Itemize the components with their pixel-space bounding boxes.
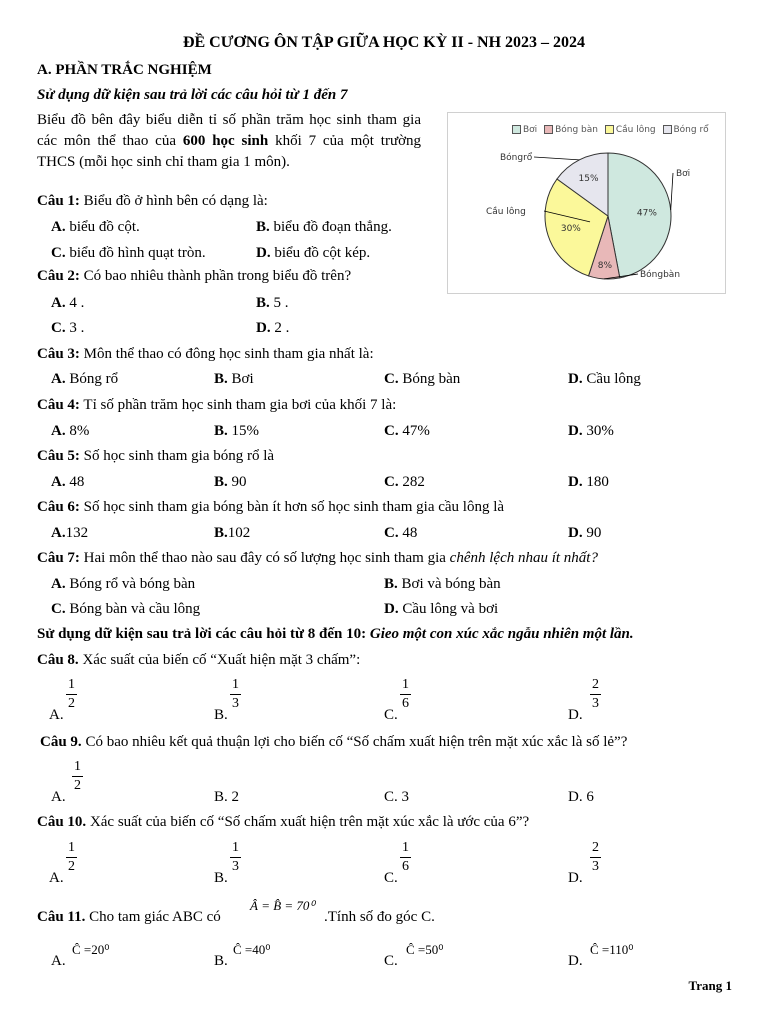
option-letter: D. (568, 474, 583, 490)
denominator: 2 (74, 778, 81, 793)
option-letter: D. (256, 245, 271, 261)
denominator: 2 (68, 859, 75, 874)
option-letter: C. (51, 601, 66, 617)
q-label: Câu 11. (37, 909, 86, 925)
option-letter[interactable]: B. (214, 707, 228, 723)
numerator: 1 (230, 678, 241, 695)
q-text: Tỉ số phần trăm học sinh tham gia bơi của khối 7 là: (79, 397, 397, 413)
option[interactable] (256, 295, 289, 312)
option-text: biểu đồ cột kép. (270, 245, 371, 261)
callout-label: Bóngrổ (500, 153, 533, 163)
option[interactable] (384, 371, 460, 388)
pie-value-label: 8% (597, 261, 613, 272)
option-letter: A. (51, 474, 66, 490)
denominator: 3 (592, 859, 599, 874)
option-text: 8% (65, 423, 90, 439)
option[interactable] (51, 576, 195, 593)
option[interactable] (214, 789, 239, 806)
q-text: Môn thể thao có đông học sinh tham gia nhất là: (79, 346, 374, 362)
q-text: Có bao nhiêu kết quả thuận lợi cho biến cố “Số chấm xuất hiện trên mặt xúc xắc là số lẻ”? (81, 734, 628, 750)
option-text: biểu đồ hình quạt tròn. (65, 245, 206, 261)
option-letter: B. (256, 295, 270, 311)
page-title: ĐỀ CƯƠNG ÔN TẬP GIỮA HỌC KỲ II - NH 2023 – 2024 (182, 34, 586, 51)
option[interactable] (51, 423, 89, 440)
section-heading: A. PHẦN TRẮC NGHIỆM (37, 62, 212, 78)
option[interactable] (214, 474, 247, 491)
q-text-italic: chênh lệch nhau ít nhất? (449, 550, 598, 566)
option[interactable] (214, 371, 254, 388)
pie-svg (448, 113, 725, 293)
option-text: 5 . (269, 295, 289, 311)
instruction-2-bold: Sử dụng dữ kiện sau trả lời các câu hỏi từ 8 đến 10: (37, 626, 367, 642)
option-letter[interactable]: B. (214, 953, 228, 969)
pie-value-label: 15% (578, 173, 599, 184)
q-label: Câu 9. (40, 734, 82, 750)
q-label: Câu 5: (37, 448, 80, 464)
option[interactable] (256, 245, 370, 262)
q-label: Câu 1: (37, 193, 80, 209)
option-letter[interactable]: C. (384, 953, 398, 969)
callout-label: Bóngbàn (640, 270, 681, 280)
option-letter[interactable]: D. (568, 870, 583, 886)
option-letter: B. (256, 219, 270, 235)
option-text: Bơi và bóng bàn (397, 576, 501, 592)
q-text: Biểu đồ ở hình bên có dạng là: (79, 193, 268, 209)
question-6 (37, 499, 504, 516)
option[interactable] (51, 295, 84, 312)
fraction (590, 678, 601, 711)
intro-text: Biểu đồ bên đây biểu diễn tỉ số phần trăm học sinh tham gia các môn thể thao của (37, 112, 421, 149)
option-text: 3 (397, 789, 410, 805)
option-letter: D. (384, 601, 399, 617)
option[interactable] (214, 423, 259, 440)
legend-label: Bóng rổ (673, 125, 709, 135)
legend-label: Bơi (523, 125, 538, 135)
option-text: Cầu lông và bơi (398, 601, 499, 617)
legend-label: Cầu lông (615, 125, 656, 135)
option-letter: A. (51, 423, 66, 439)
option-letter[interactable]: C. (384, 707, 398, 723)
fraction (72, 760, 83, 793)
option-letter: D. (568, 789, 583, 805)
q-label: Câu 10. (37, 814, 87, 830)
option-letter[interactable]: A. (49, 870, 64, 886)
option[interactable] (568, 474, 609, 491)
pie-chart (447, 112, 726, 294)
option-text: biểu đồ đoạn thẳng. (269, 219, 392, 235)
question-2 (37, 268, 351, 285)
option-letter[interactable]: A. (51, 953, 66, 969)
option[interactable] (51, 219, 140, 236)
legend-label: Bóng bàn (555, 125, 598, 135)
option[interactable] (568, 371, 641, 388)
q-text: Số học sinh tham gia bóng rổ là (79, 448, 275, 464)
option[interactable] (384, 576, 501, 593)
denominator: 3 (592, 696, 599, 711)
option-text: 47% (398, 423, 430, 439)
option-text: Bóng bàn và cầu lông (65, 601, 201, 617)
option-text: 3 . (65, 320, 85, 336)
callout-line (534, 157, 579, 160)
option-text: Bóng rổ và bóng bàn (65, 576, 196, 592)
option-text: Bóng bàn (398, 371, 461, 387)
option-text: 2 (227, 789, 240, 805)
option-letter: C. (384, 525, 399, 541)
option-letter: D. (256, 320, 271, 336)
q-text: Hai môn thể thao nào sau đây có số lượng học sinh tham gia (79, 550, 450, 566)
option-letter: A. (51, 219, 66, 235)
option-letter: D. (568, 423, 583, 439)
option-letter: A. (51, 295, 66, 311)
option-letter: C. (384, 789, 398, 805)
option-letter: D. (568, 525, 583, 541)
q-label: Câu 7: (37, 550, 80, 566)
option[interactable] (384, 601, 498, 618)
callout-label: Bơi (676, 169, 691, 179)
option-text: 90 (582, 525, 602, 541)
option-letter: B. (214, 474, 228, 490)
denominator: 3 (232, 859, 239, 874)
option-letter: D. (568, 371, 583, 387)
option-letter: B. (384, 576, 398, 592)
question-11 (37, 909, 221, 926)
q-text: Xác suất của biến cố “Xuất hiện mặt 3 chấm”: (78, 652, 361, 668)
option[interactable] (214, 525, 250, 542)
option-letter: C. (51, 320, 66, 336)
option[interactable] (384, 423, 430, 440)
fraction (400, 841, 411, 874)
q-label: Câu 6: (37, 499, 80, 515)
numerator: 2 (590, 678, 601, 695)
q-label: Câu 8. (37, 652, 79, 668)
option-text: Bơi (227, 371, 254, 387)
option-letter[interactable]: C. (384, 870, 398, 886)
angle-answer: Ĉ =110⁰ (590, 942, 634, 957)
option[interactable] (384, 789, 409, 806)
option[interactable] (256, 320, 289, 337)
option-text: 180 (582, 474, 609, 490)
callout-line (671, 173, 673, 210)
option-letter[interactable]: D. (568, 953, 583, 969)
option-text: 6 (582, 789, 594, 805)
pie-value-label: 47% (636, 208, 657, 219)
numerator: 2 (590, 841, 601, 858)
option[interactable] (568, 525, 601, 542)
q-text: Cho tam giác ABC có (85, 909, 221, 925)
fraction (66, 841, 77, 874)
fraction (590, 841, 601, 874)
intro-bold: 600 học sinh (182, 133, 269, 149)
callout-label: Cầu lông (486, 207, 526, 217)
numerator: 1 (72, 760, 83, 777)
option-letter[interactable]: A. (51, 789, 66, 805)
option-letter: C. (384, 474, 399, 490)
option-text: 90 (227, 474, 247, 490)
angle-answer: Ĉ =20⁰ (72, 942, 110, 957)
q-label: Câu 4: (37, 397, 80, 413)
option-text: 48 (65, 474, 85, 490)
angle-formula: Â = B̂ = 70⁰ (250, 898, 315, 913)
option-letter: B. (214, 525, 228, 541)
question-3 (37, 346, 374, 363)
option-text: 48 (398, 525, 418, 541)
option[interactable] (51, 474, 84, 491)
instruction-2 (37, 626, 634, 643)
option-text: biểu đồ cột. (65, 219, 140, 235)
option-letter: A. (51, 525, 66, 541)
numerator: 1 (66, 678, 77, 695)
denominator: 6 (402, 696, 409, 711)
q-text: Có bao nhiêu thành phần trong biểu đồ trên? (79, 268, 352, 284)
q-text: Xác suất của biến cố “Số chấm xuất hiện trên mặt xúc xắc là ước của 6”? (86, 814, 530, 830)
option[interactable] (51, 320, 84, 337)
option-letter: B. (214, 371, 228, 387)
option-text: 282 (398, 474, 425, 490)
question-8 (37, 652, 360, 669)
option[interactable] (51, 525, 88, 542)
fraction (230, 678, 241, 711)
option-letter[interactable]: B. (214, 870, 228, 886)
intro-text-end: khối 7 của một trường THCS (mỗi học sinh chỉ tham gia 1 môn). (37, 133, 422, 170)
question-1 (37, 193, 268, 210)
option-text: 132 (65, 525, 89, 541)
question-4 (37, 397, 396, 414)
option-text: 102 (227, 525, 251, 541)
pie-value-label: 30% (560, 224, 581, 235)
option-letter: C. (384, 371, 399, 387)
option-text: Bóng rổ (65, 371, 119, 387)
instruction-2-italic: Gieo một con xúc xắc ngẫu nhiên một lần. (366, 626, 634, 642)
numerator: 1 (230, 841, 241, 858)
denominator: 6 (402, 859, 409, 874)
angle-answer: Ĉ =40⁰ (233, 942, 271, 957)
option-text: Cầu lông (582, 371, 641, 387)
fraction (66, 678, 77, 711)
question-10 (37, 814, 529, 831)
option-letter: C. (384, 423, 399, 439)
angle-answer: Ĉ =50⁰ (406, 942, 444, 957)
instruction-1: Sử dụng dữ kiện sau trả lời các câu hỏi từ 1 đến 7 (37, 87, 348, 103)
q-label: Câu 3: (37, 346, 80, 362)
fraction (230, 841, 241, 874)
numerator: 1 (400, 678, 411, 695)
q-label: Câu 2: (37, 268, 80, 284)
q-text-end: .Tính số đo góc C. (324, 909, 435, 925)
numerator: 1 (66, 841, 77, 858)
q-text: Số học sinh tham gia bóng bàn ít hơn số học sinh tham gia cầu lông là (79, 499, 505, 515)
option-text: 4 . (65, 295, 85, 311)
option[interactable] (568, 423, 614, 440)
question-7 (37, 550, 598, 567)
fraction (400, 678, 411, 711)
page-number: Trang 1 (688, 978, 732, 993)
option-letter: A. (51, 576, 66, 592)
question-9 (40, 734, 627, 751)
question-5 (37, 448, 274, 465)
option-text: 15% (227, 423, 260, 439)
option-letter: B. (214, 423, 228, 439)
option-letter[interactable]: A. (49, 707, 64, 723)
denominator: 2 (68, 696, 75, 711)
option[interactable] (568, 789, 594, 806)
option[interactable] (51, 371, 118, 388)
option[interactable] (256, 219, 392, 236)
option-letter: C. (51, 245, 66, 261)
option[interactable] (384, 525, 417, 542)
option[interactable] (51, 245, 206, 262)
option-letter[interactable]: D. (568, 707, 583, 723)
option[interactable] (51, 601, 200, 618)
option-letter: A. (51, 371, 66, 387)
option-text: 2 . (270, 320, 290, 336)
option[interactable] (384, 474, 425, 491)
option-letter: B. (214, 789, 228, 805)
denominator: 3 (232, 696, 239, 711)
numerator: 1 (400, 841, 411, 858)
option-text: 30% (582, 423, 614, 439)
intro-paragraph (37, 110, 421, 173)
